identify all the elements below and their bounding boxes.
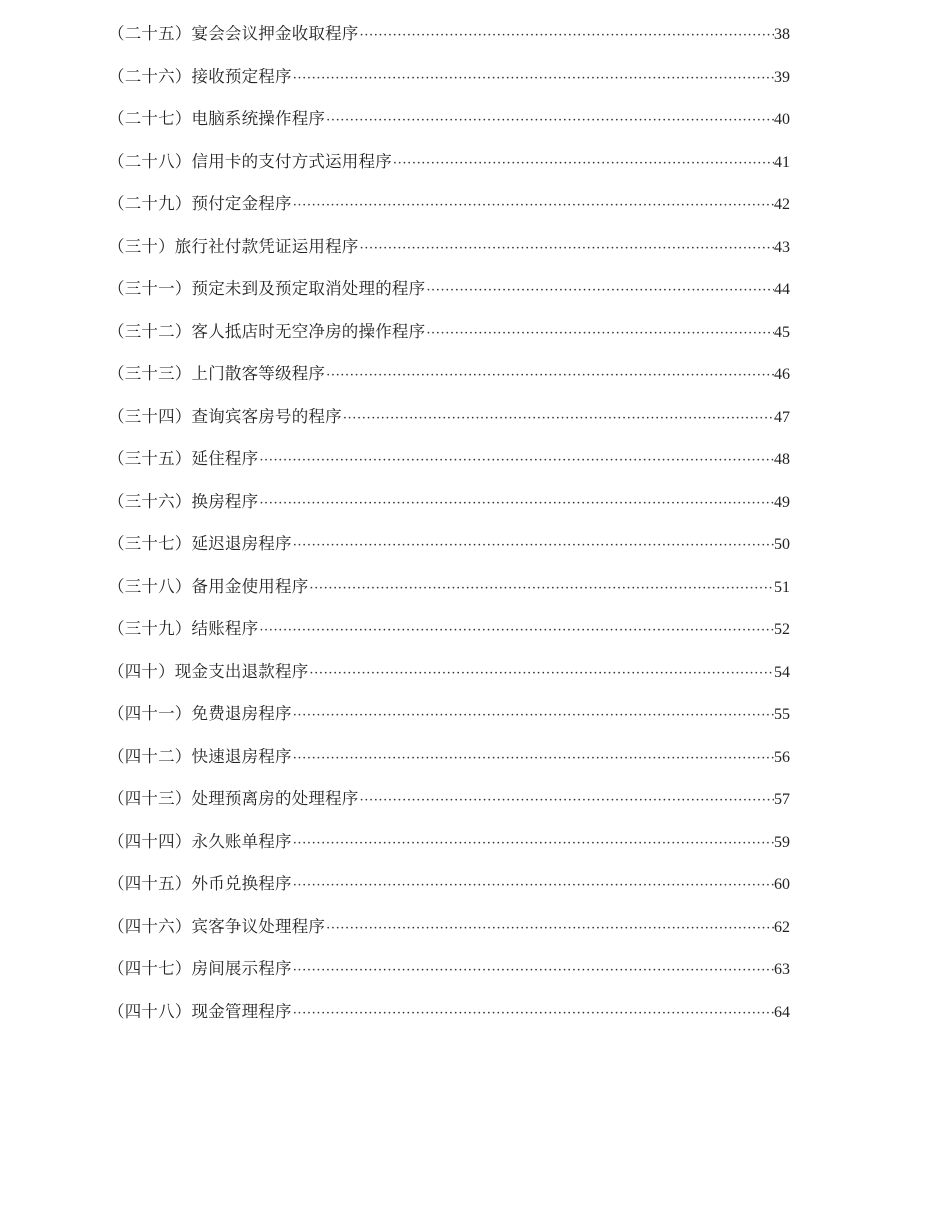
toc-entry bbox=[108, 736, 790, 779]
toc-entry-page-number: 51 bbox=[774, 578, 790, 596]
toc-entry bbox=[108, 226, 790, 269]
toc-entry bbox=[108, 268, 790, 311]
toc-entry bbox=[108, 608, 790, 651]
toc-entry bbox=[108, 183, 790, 226]
toc-entry-title: （三十一）预定未到及预定取消处理的程序 bbox=[108, 279, 426, 298]
toc-entry bbox=[108, 311, 790, 354]
toc-entry bbox=[108, 523, 790, 566]
dot-leader bbox=[258, 483, 774, 526]
toc-entry-title: （四十四）永久账单程序 bbox=[108, 831, 292, 851]
toc-entry-title: （二十八）信用卡的支付方式运用程序 bbox=[108, 151, 392, 171]
toc-entry bbox=[108, 863, 790, 906]
toc-entry-page-number: 62 bbox=[774, 918, 790, 936]
toc-entry-title: （三十四）查询宾客房号的程序 bbox=[108, 406, 342, 426]
toc-entry-page-number: 41 bbox=[774, 153, 790, 171]
toc-entry-page-number: 49 bbox=[774, 493, 790, 511]
toc-entry-title: （四十六）宾客争议处理程序 bbox=[108, 916, 326, 936]
toc-entry-title: （四十三）处理预离房的处理程序 bbox=[108, 789, 359, 808]
toc-entry-title: （四十一）免费退房程序 bbox=[108, 704, 292, 723]
dot-leader bbox=[292, 738, 774, 781]
toc-entry-page-number: 38 bbox=[774, 26, 790, 43]
toc-entry-title: （三十九）结账程序 bbox=[108, 619, 259, 638]
dot-leader bbox=[292, 185, 774, 228]
dot-leader bbox=[308, 568, 774, 611]
toc-entry bbox=[108, 948, 790, 991]
toc-entry-page-number: 47 bbox=[774, 408, 790, 426]
toc-entry-title: （二十五）宴会会议押金收取程序 bbox=[108, 24, 359, 43]
toc-entry-page-number: 39 bbox=[774, 68, 790, 86]
toc-entry-page-number: 60 bbox=[774, 876, 790, 893]
toc-entry-title: （三十八）备用金使用程序 bbox=[108, 576, 309, 596]
toc-entry-title: （四十七）房间展示程序 bbox=[108, 959, 292, 978]
toc-entry bbox=[108, 353, 790, 396]
toc-entry-page-number: 55 bbox=[774, 706, 790, 723]
table-of-contents bbox=[108, 13, 790, 1033]
toc-entry bbox=[108, 821, 790, 864]
toc-entry-title: （三十）旅行社付款凭证运用程序 bbox=[108, 236, 359, 256]
toc-entry bbox=[108, 438, 790, 481]
dot-leader bbox=[425, 313, 774, 356]
toc-entry-page-number: 54 bbox=[774, 663, 790, 681]
toc-entry-page-number: 44 bbox=[774, 281, 790, 298]
toc-entry-page-number: 40 bbox=[774, 111, 790, 128]
toc-entry bbox=[108, 56, 790, 99]
dot-leader bbox=[359, 15, 775, 58]
toc-entry-title: （二十九）预付定金程序 bbox=[108, 194, 292, 213]
toc-entry-title: （二十六）接收预定程序 bbox=[108, 66, 292, 86]
toc-entry-page-number: 52 bbox=[774, 621, 790, 638]
toc-entry-title: （二十七）电脑系统操作程序 bbox=[108, 109, 326, 128]
toc-entry bbox=[108, 396, 790, 439]
toc-entry-page-number: 50 bbox=[774, 536, 790, 553]
dot-leader bbox=[359, 228, 775, 271]
toc-entry-title: （四十五）外币兑换程序 bbox=[108, 874, 292, 893]
toc-entry bbox=[108, 651, 790, 694]
toc-entry-page-number: 57 bbox=[774, 791, 790, 808]
dot-leader bbox=[292, 950, 774, 993]
toc-entry-title: （三十五）延住程序 bbox=[108, 449, 259, 468]
toc-entry-title: （三十二）客人抵店时无空净房的操作程序 bbox=[108, 321, 426, 341]
dot-leader bbox=[325, 100, 774, 143]
toc-entry-page-number: 43 bbox=[774, 238, 790, 256]
toc-entry-page-number: 48 bbox=[774, 451, 790, 468]
dot-leader bbox=[425, 270, 774, 313]
dot-leader bbox=[292, 993, 774, 1036]
toc-entry bbox=[108, 481, 790, 524]
toc-entry bbox=[108, 141, 790, 184]
dot-leader bbox=[292, 58, 774, 101]
toc-entry-title: （四十二）快速退房程序 bbox=[108, 746, 292, 766]
toc-entry bbox=[108, 906, 790, 949]
toc-entry-title: （三十七）延迟退房程序 bbox=[108, 534, 292, 553]
dot-leader bbox=[292, 865, 774, 908]
dot-leader bbox=[359, 780, 775, 823]
toc-entry-page-number: 56 bbox=[774, 748, 790, 766]
toc-entry-page-number: 63 bbox=[774, 961, 790, 978]
dot-leader bbox=[292, 695, 774, 738]
toc-entry-page-number: 45 bbox=[774, 323, 790, 341]
toc-entry-page-number: 59 bbox=[774, 833, 790, 851]
toc-entry bbox=[108, 778, 790, 821]
dot-leader bbox=[292, 525, 774, 568]
dot-leader bbox=[292, 823, 774, 866]
toc-entry-page-number: 42 bbox=[774, 196, 790, 213]
toc-entry-title: （四十）现金支出退款程序 bbox=[108, 661, 309, 681]
toc-entry bbox=[108, 566, 790, 609]
toc-entry bbox=[108, 693, 790, 736]
toc-entry-page-number: 46 bbox=[774, 366, 790, 383]
dot-leader bbox=[325, 908, 774, 951]
dot-leader bbox=[308, 653, 774, 696]
toc-entry-title: （三十三）上门散客等级程序 bbox=[108, 364, 326, 383]
toc-entry-title: （三十六）换房程序 bbox=[108, 491, 259, 511]
toc-entry-page-number: 64 bbox=[774, 1003, 790, 1021]
dot-leader bbox=[325, 355, 774, 398]
dot-leader bbox=[392, 143, 774, 186]
dot-leader bbox=[258, 610, 774, 653]
dot-leader bbox=[258, 440, 774, 483]
dot-leader bbox=[342, 398, 774, 441]
toc-entry-title: （四十八）现金管理程序 bbox=[108, 1001, 292, 1021]
toc-entry bbox=[108, 98, 790, 141]
toc-entry bbox=[108, 13, 790, 56]
toc-entry bbox=[108, 991, 790, 1034]
